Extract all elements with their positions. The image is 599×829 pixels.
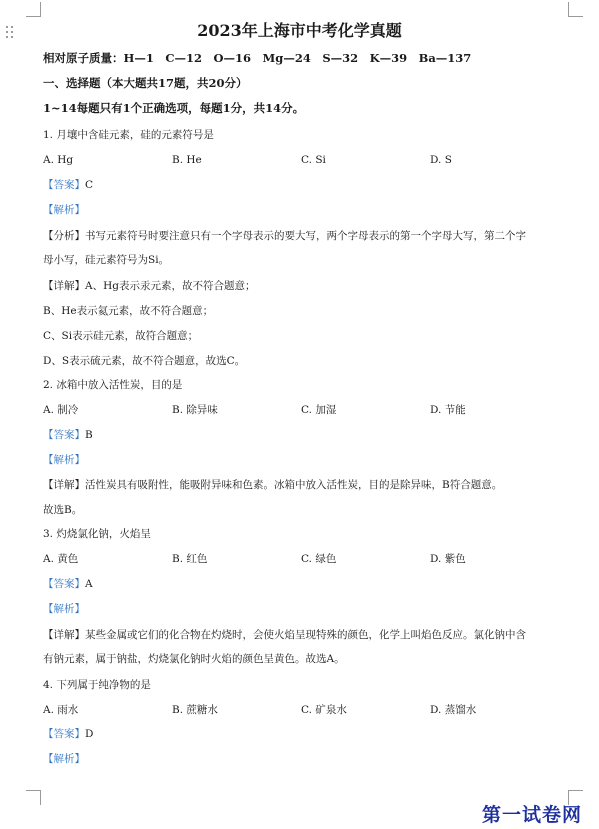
option-d: D. S — [430, 154, 452, 166]
explanation-line: 故选B。 — [43, 504, 83, 516]
answer-value: C — [85, 179, 94, 191]
answer-line — [43, 727, 93, 741]
question-stem: 3. 灼烧氯化钠，火焰呈 — [43, 528, 151, 540]
option-b: B. He — [172, 154, 202, 166]
option-b: B. 红色 — [172, 553, 208, 565]
page-corner-mark — [26, 2, 41, 17]
option-a: A. 黄色 — [43, 553, 79, 565]
option-c: C. 绿色 — [301, 553, 337, 565]
page-corner-mark — [568, 2, 583, 17]
page-title: 2023年上海市中考化学真题 — [197, 21, 402, 40]
analysis-tag: 【解析】 — [43, 204, 85, 216]
answer-tag: 【答案】 — [43, 728, 85, 740]
section-subheading: 1~14每题只有1个正确选项，每题1分，共14分。 — [43, 101, 305, 115]
option-b: B. 蔗糖水 — [172, 704, 218, 716]
answer-line — [43, 178, 93, 192]
question-stem: 4. 下列属于纯净物的是 — [43, 679, 151, 691]
answer-tag: 【答案】 — [43, 429, 85, 441]
answer-value: A — [85, 578, 93, 590]
analysis-tag: 【解析】 — [43, 454, 85, 466]
option-a: A. 制冷 — [43, 404, 79, 416]
answer-line — [43, 577, 93, 591]
question-stem: 2. 冰箱中放入活性炭，目的是 — [43, 379, 183, 391]
page-corner-mark — [26, 790, 41, 805]
option-a: A. 雨水 — [43, 704, 79, 716]
explanation-line: 【详解】A、Hg表示汞元素，故不符合题意； — [43, 280, 256, 292]
option-c: C. 加湿 — [301, 404, 337, 416]
explanation-line: 【详解】活性炭具有吸附性，能吸附异味和色素。冰箱中放入活性炭，目的是除异味，B符合题意。 — [43, 479, 503, 491]
option-d: D. 紫色 — [430, 553, 466, 565]
explanation-line: C、Si表示硅元素，故符合题意； — [43, 330, 199, 342]
analysis-tag: 【解析】 — [43, 753, 85, 765]
option-d: D. 蒸馏水 — [430, 704, 477, 716]
explanation-line: 【详解】某些金属或它们的化合物在灼烧时，会使火焰呈现特殊的颜色，化学上叫焰色反应。氯化钠中含 — [43, 629, 526, 641]
option-b: B. 除异味 — [172, 404, 218, 416]
option-c: C. Si — [301, 154, 326, 166]
question-stem: 1. 月壤中含硅元素，硅的元素符号是 — [43, 129, 214, 141]
answer-tag: 【答案】 — [43, 179, 85, 191]
site-watermark: 第一试卷网 — [482, 804, 583, 826]
analysis-tag: 【解析】 — [43, 603, 85, 615]
option-a: A. Hg — [43, 154, 74, 166]
answer-line — [43, 428, 93, 442]
explanation-line: D、S表示硫元素，故不符合题意，故选C。 — [43, 355, 246, 367]
atomic-masses: 相对原子质量：H—1 C—12 O—16 Mg—24 S—32 K—39 Ba—137 — [43, 51, 472, 65]
section-heading: 一、选择题（本大题共17题，共20分） — [43, 76, 248, 90]
explanation-line: 有钠元素，属于钠盐，灼烧氯化钠时火焰的颜色呈黄色。故选A。 — [43, 653, 345, 665]
explanation-line: 母小写，硅元素符号为Si。 — [43, 254, 170, 266]
explanation-line: B、He表示氦元素，故不符合题意； — [43, 305, 214, 317]
option-d: D. 节能 — [430, 404, 466, 416]
option-c: C. 矿泉水 — [301, 704, 347, 716]
answer-value: B — [85, 429, 93, 441]
answer-tag: 【答案】 — [43, 578, 85, 590]
answer-value: D — [85, 728, 94, 740]
explanation-line: 【分析】书写元素符号时要注意只有一个字母表示的要大写，两个字母表示的第一个字母大写，第二个字 — [43, 230, 526, 242]
